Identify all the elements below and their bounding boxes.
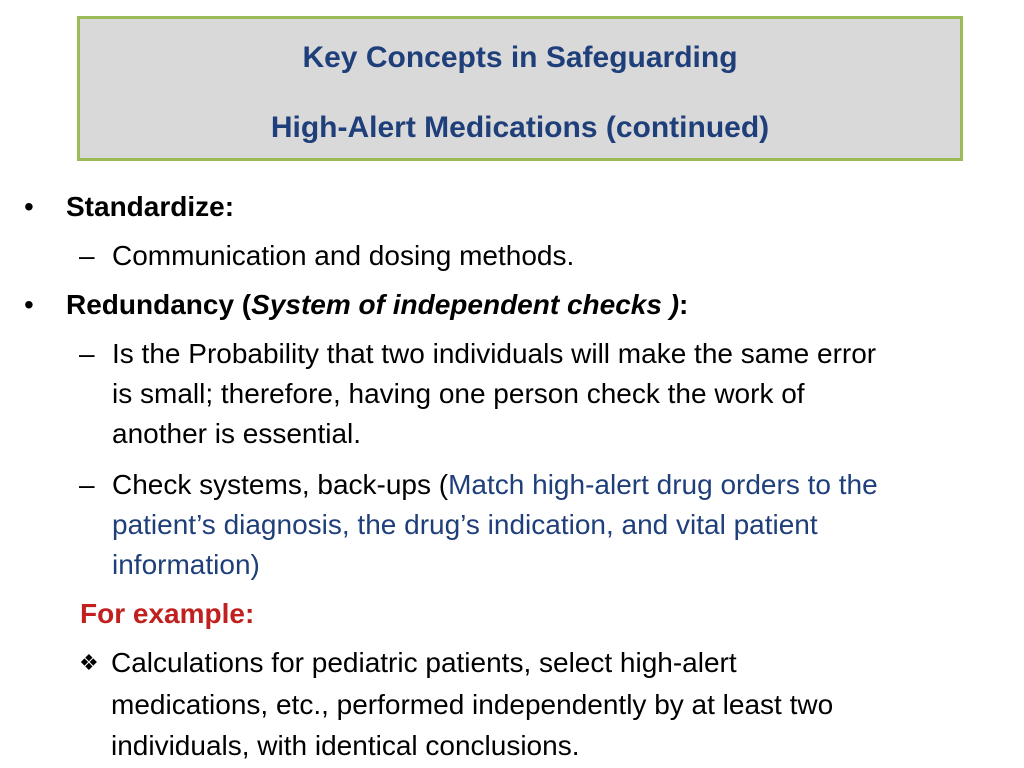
example-text-line: individuals, with identical conclusions. — [111, 730, 580, 761]
bullet-dot-icon: • — [24, 289, 34, 320]
bullet-dot-icon: • — [24, 191, 34, 222]
bullet-label-standardize: Standardize: — [66, 191, 235, 222]
subitem-lead: Check systems, back-ups ( — [112, 469, 449, 500]
subitem-text-line: another is essential. — [112, 418, 362, 449]
bullet-label-redundancy — [66, 285, 688, 325]
bullet-label-italic: System of independent checks ) — [251, 289, 680, 320]
slide-title-line-2: High-Alert Medications (continued) — [270, 111, 770, 144]
bullet-label-end: : — [679, 289, 689, 320]
subitem-highlight-line: patient’s diagnosis, the drug’s indication, and vital patient — [112, 509, 818, 540]
subitem-text-line: Is the Probability that two individuals will make the same error — [112, 338, 877, 369]
dash-icon: – — [79, 240, 95, 271]
subitem-highlight-line: information) — [112, 549, 260, 580]
dash-icon: – — [79, 338, 95, 369]
subitem-text-line — [112, 465, 878, 505]
subitem-text-line: is small; therefore, having one person check the work of — [112, 378, 805, 409]
example-text-line: Calculations for pediatric patients, select high-alert — [111, 647, 737, 678]
subitem-text: Communication and dosing methods. — [112, 240, 575, 271]
example-heading: For example: — [80, 598, 255, 629]
example-text-line: medications, etc., performed independently by at least two — [111, 689, 834, 720]
slide-title-line-1: Key Concepts in Safeguarding — [302, 41, 738, 74]
dash-icon: – — [79, 469, 95, 500]
slide-title-box — [77, 16, 963, 161]
bullet-label-main: Redundancy ( — [66, 289, 252, 320]
diamond-bullet-icon: ❖ — [79, 650, 99, 675]
subitem-highlight: Match high-alert drug orders to the — [448, 469, 878, 500]
